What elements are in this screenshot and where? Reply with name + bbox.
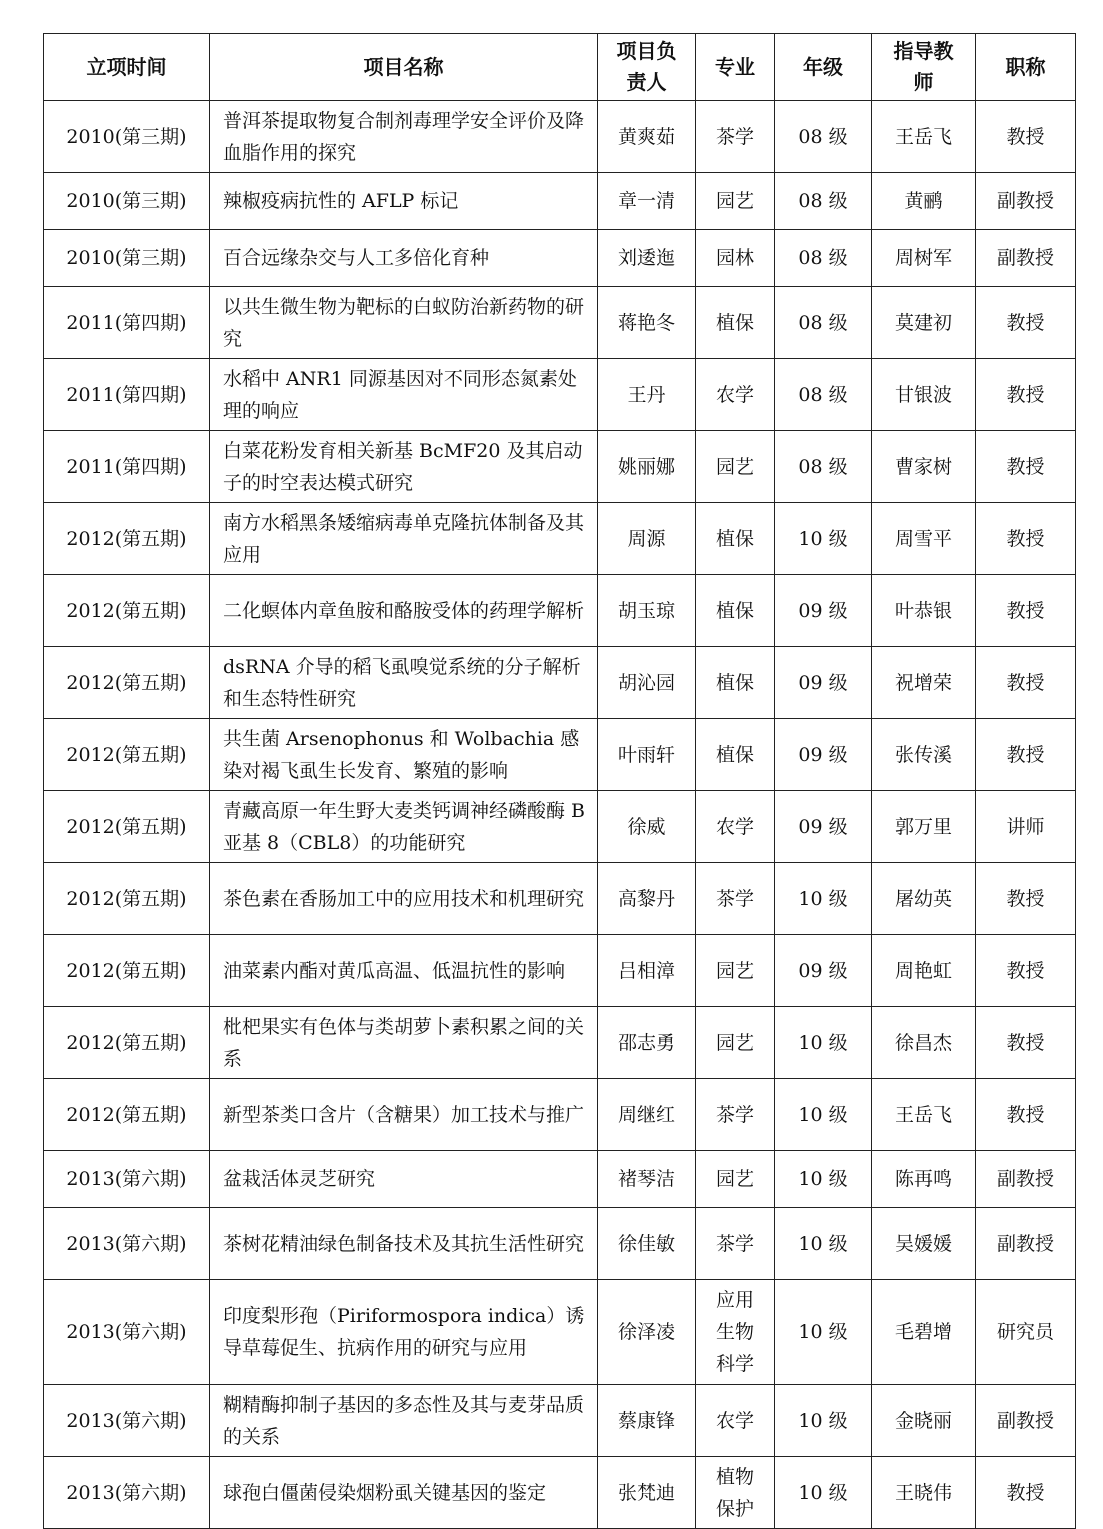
major-cell: 植保 <box>696 575 775 647</box>
title-cell: 副教授 <box>976 1208 1076 1280</box>
project-name-cell: 球孢白僵菌侵染烟粉虱关键基因的鉴定 <box>210 1457 598 1529</box>
table-row <box>44 1151 1076 1208</box>
major-cell: 园艺 <box>696 1151 775 1208</box>
time-cell: 2010(第三期) <box>44 173 210 230</box>
title-cell: 讲师 <box>976 791 1076 863</box>
title-cell: 副教授 <box>976 173 1076 230</box>
project-name-cell: 水稻中 ANR1 同源基因对不同形态氮素处理的响应 <box>210 359 598 431</box>
time-cell: 2012(第五期) <box>44 863 210 935</box>
title-cell: 研究员 <box>976 1280 1076 1385</box>
major-cell: 植保 <box>696 719 775 791</box>
leader-cell: 徐威 <box>598 791 696 863</box>
major-cell: 园艺 <box>696 1007 775 1079</box>
major-cell: 应用生物科学 <box>696 1280 775 1385</box>
project-name-cell: dsRNA 介导的稻飞虱嗅觉系统的分子解析和生态特性研究 <box>210 647 598 719</box>
time-cell: 2011(第四期) <box>44 431 210 503</box>
advisor-cell: 金晓丽 <box>872 1385 976 1457</box>
header-project-name: 项目名称 <box>210 34 598 101</box>
leader-cell: 黄爽茹 <box>598 101 696 173</box>
project-name-cell: 白菜花粉发育相关新基 BcMF20 及其启动子的时空表达模式研究 <box>210 431 598 503</box>
table-row <box>44 431 1076 503</box>
time-cell: 2012(第五期) <box>44 647 210 719</box>
time-cell: 2012(第五期) <box>44 791 210 863</box>
title-cell: 副教授 <box>976 230 1076 287</box>
advisor-cell: 张传溪 <box>872 719 976 791</box>
leader-cell: 王丹 <box>598 359 696 431</box>
major-cell: 园艺 <box>696 173 775 230</box>
major-cell: 茶学 <box>696 1079 775 1151</box>
major-cell: 园艺 <box>696 935 775 1007</box>
grade-cell: 09 级 <box>775 575 872 647</box>
grade-cell: 08 级 <box>775 359 872 431</box>
major-cell: 茶学 <box>696 863 775 935</box>
grade-cell: 10 级 <box>775 1079 872 1151</box>
grade-cell: 09 级 <box>775 647 872 719</box>
header-major: 专业 <box>696 34 775 101</box>
grade-cell: 09 级 <box>775 719 872 791</box>
grade-cell: 08 级 <box>775 287 872 359</box>
table-row <box>44 647 1076 719</box>
title-cell: 教授 <box>976 575 1076 647</box>
leader-cell: 褚琴洁 <box>598 1151 696 1208</box>
time-cell: 2012(第五期) <box>44 575 210 647</box>
grade-cell: 08 级 <box>775 101 872 173</box>
table-row <box>44 101 1076 173</box>
major-cell: 植物保护 <box>696 1457 775 1529</box>
table-row <box>44 503 1076 575</box>
header-time: 立项时间 <box>44 34 210 101</box>
project-name-cell: 茶色素在香肠加工中的应用技术和机理研究 <box>210 863 598 935</box>
time-cell: 2010(第三期) <box>44 101 210 173</box>
grade-cell: 10 级 <box>775 1007 872 1079</box>
advisor-cell: 叶恭银 <box>872 575 976 647</box>
time-cell: 2013(第六期) <box>44 1457 210 1529</box>
advisor-cell: 甘银波 <box>872 359 976 431</box>
leader-cell: 张梵迪 <box>598 1457 696 1529</box>
title-cell: 教授 <box>976 1007 1076 1079</box>
table-row <box>44 1079 1076 1151</box>
projects-table <box>43 33 1076 1529</box>
title-cell: 教授 <box>976 431 1076 503</box>
advisor-cell: 屠幼英 <box>872 863 976 935</box>
advisor-cell: 周雪平 <box>872 503 976 575</box>
project-name-cell: 茶树花精油绿色制备技术及其抗生活性研究 <box>210 1208 598 1280</box>
leader-cell: 蒋艳冬 <box>598 287 696 359</box>
header-title: 职称 <box>976 34 1076 101</box>
advisor-cell: 徐昌杰 <box>872 1007 976 1079</box>
project-name-cell: 普洱茶提取物复合制剂毒理学安全评价及降血脂作用的探究 <box>210 101 598 173</box>
table-row <box>44 575 1076 647</box>
title-cell: 教授 <box>976 287 1076 359</box>
grade-cell: 08 级 <box>775 173 872 230</box>
major-cell: 园艺 <box>696 431 775 503</box>
major-cell: 植保 <box>696 503 775 575</box>
grade-cell: 08 级 <box>775 431 872 503</box>
leader-cell: 徐佳敏 <box>598 1208 696 1280</box>
time-cell: 2013(第六期) <box>44 1151 210 1208</box>
time-cell: 2011(第四期) <box>44 359 210 431</box>
table-row <box>44 1385 1076 1457</box>
title-cell: 教授 <box>976 719 1076 791</box>
leader-cell: 刘逶迤 <box>598 230 696 287</box>
table-row <box>44 1208 1076 1280</box>
advisor-cell: 王晓伟 <box>872 1457 976 1529</box>
leader-cell: 徐泽凌 <box>598 1280 696 1385</box>
project-name-cell: 印度梨形孢（Piriformospora indica）诱导草莓促生、抗病作用的研究与应用 <box>210 1280 598 1385</box>
grade-cell: 10 级 <box>775 503 872 575</box>
major-cell: 农学 <box>696 359 775 431</box>
title-cell: 教授 <box>976 1457 1076 1529</box>
header-row <box>44 34 1076 101</box>
time-cell: 2011(第四期) <box>44 287 210 359</box>
leader-cell: 周源 <box>598 503 696 575</box>
table-row <box>44 719 1076 791</box>
advisor-cell: 陈再鸣 <box>872 1151 976 1208</box>
leader-cell: 姚丽娜 <box>598 431 696 503</box>
leader-cell: 胡玉琼 <box>598 575 696 647</box>
time-cell: 2012(第五期) <box>44 719 210 791</box>
title-cell: 教授 <box>976 503 1076 575</box>
table-row <box>44 935 1076 1007</box>
table-row <box>44 1280 1076 1385</box>
project-name-cell: 共生菌 Arsenophonus 和 Wolbachia 感染对褐飞虱生长发育、繁殖的影响 <box>210 719 598 791</box>
title-cell: 教授 <box>976 101 1076 173</box>
project-name-cell: 百合远缘杂交与人工多倍化育种 <box>210 230 598 287</box>
time-cell: 2012(第五期) <box>44 503 210 575</box>
major-cell: 茶学 <box>696 101 775 173</box>
grade-cell: 10 级 <box>775 863 872 935</box>
table-row <box>44 359 1076 431</box>
project-name-cell: 南方水稻黑条矮缩病毒单克隆抗体制备及其应用 <box>210 503 598 575</box>
project-name-cell: 油菜素内酯对黄瓜高温、低温抗性的影响 <box>210 935 598 1007</box>
grade-cell: 10 级 <box>775 1280 872 1385</box>
time-cell: 2012(第五期) <box>44 1079 210 1151</box>
table-row <box>44 791 1076 863</box>
advisor-cell: 莫建初 <box>872 287 976 359</box>
advisor-cell: 周艳虹 <box>872 935 976 1007</box>
time-cell: 2013(第六期) <box>44 1208 210 1280</box>
table-row <box>44 863 1076 935</box>
header-advisor: 指导教师 <box>872 34 976 101</box>
leader-cell: 吕相漳 <box>598 935 696 1007</box>
project-name-cell: 青藏高原一年生野大麦类钙调神经磷酸酶 B 亚基 8（CBL8）的功能研究 <box>210 791 598 863</box>
project-name-cell: 新型茶类口含片（含糖果）加工技术与推广 <box>210 1079 598 1151</box>
major-cell: 茶学 <box>696 1208 775 1280</box>
major-cell: 农学 <box>696 1385 775 1457</box>
title-cell: 教授 <box>976 863 1076 935</box>
advisor-cell: 吴媛媛 <box>872 1208 976 1280</box>
leader-cell: 高黎丹 <box>598 863 696 935</box>
advisor-cell: 郭万里 <box>872 791 976 863</box>
title-cell: 副教授 <box>976 1151 1076 1208</box>
grade-cell: 09 级 <box>775 935 872 1007</box>
grade-cell: 10 级 <box>775 1208 872 1280</box>
leader-cell: 蔡康锋 <box>598 1385 696 1457</box>
table-row <box>44 1007 1076 1079</box>
advisor-cell: 黄鹂 <box>872 173 976 230</box>
grade-cell: 10 级 <box>775 1457 872 1529</box>
advisor-cell: 毛碧增 <box>872 1280 976 1385</box>
title-cell: 教授 <box>976 359 1076 431</box>
title-cell: 教授 <box>976 647 1076 719</box>
header-grade: 年级 <box>775 34 872 101</box>
title-cell: 副教授 <box>976 1385 1076 1457</box>
title-cell: 教授 <box>976 935 1076 1007</box>
leader-cell: 周继红 <box>598 1079 696 1151</box>
project-name-cell: 枇杷果实有色体与类胡萝卜素积累之间的关系 <box>210 1007 598 1079</box>
project-name-cell: 二化螟体内章鱼胺和酪胺受体的药理学解析 <box>210 575 598 647</box>
project-name-cell: 辣椒疫病抗性的 AFLP 标记 <box>210 173 598 230</box>
advisor-cell: 王岳飞 <box>872 1079 976 1151</box>
leader-cell: 邵志勇 <box>598 1007 696 1079</box>
time-cell: 2012(第五期) <box>44 1007 210 1079</box>
table-row <box>44 173 1076 230</box>
major-cell: 农学 <box>696 791 775 863</box>
major-cell: 园林 <box>696 230 775 287</box>
leader-cell: 叶雨轩 <box>598 719 696 791</box>
grade-cell: 09 级 <box>775 791 872 863</box>
project-name-cell: 盆栽活体灵芝研究 <box>210 1151 598 1208</box>
major-cell: 植保 <box>696 647 775 719</box>
table-row <box>44 230 1076 287</box>
table-row <box>44 287 1076 359</box>
time-cell: 2013(第六期) <box>44 1280 210 1385</box>
grade-cell: 10 级 <box>775 1385 872 1457</box>
title-cell: 教授 <box>976 1079 1076 1151</box>
advisor-cell: 王岳飞 <box>872 101 976 173</box>
project-name-cell: 以共生微生物为靶标的白蚁防治新药物的研究 <box>210 287 598 359</box>
advisor-cell: 周树军 <box>872 230 976 287</box>
header-leader: 项目负责人 <box>598 34 696 101</box>
grade-cell: 08 级 <box>775 230 872 287</box>
grade-cell: 10 级 <box>775 1151 872 1208</box>
leader-cell: 章一清 <box>598 173 696 230</box>
time-cell: 2010(第三期) <box>44 230 210 287</box>
major-cell: 植保 <box>696 287 775 359</box>
time-cell: 2013(第六期) <box>44 1385 210 1457</box>
time-cell: 2012(第五期) <box>44 935 210 1007</box>
advisor-cell: 祝增荣 <box>872 647 976 719</box>
leader-cell: 胡沁园 <box>598 647 696 719</box>
project-name-cell: 糊精酶抑制子基因的多态性及其与麦芽品质的关系 <box>210 1385 598 1457</box>
advisor-cell: 曹家树 <box>872 431 976 503</box>
